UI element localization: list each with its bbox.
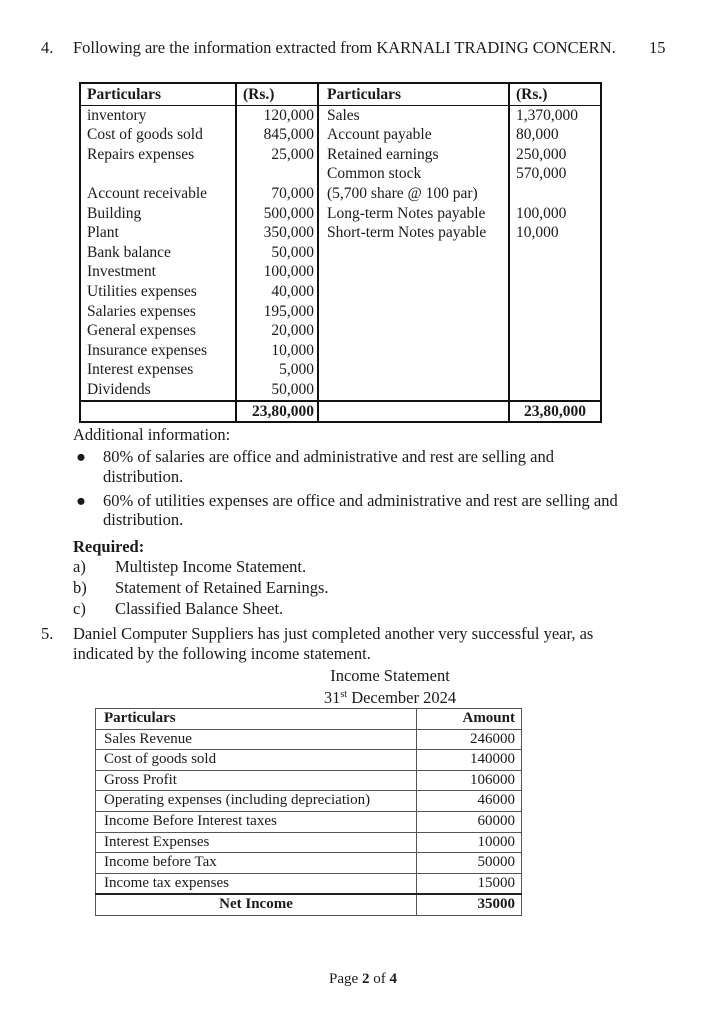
left-amount: 5,000 [236, 360, 318, 380]
trial-balance-row [80, 204, 601, 224]
header-particulars: Particulars [96, 709, 417, 730]
row-particular: Income tax expenses [96, 873, 417, 894]
right-amount [509, 282, 601, 302]
trial-balance-total-row [80, 401, 601, 423]
left-amount: 40,000 [236, 282, 318, 302]
trial-balance-row [80, 164, 601, 184]
trial-balance-table [79, 82, 602, 423]
row-particular: Operating expenses (including depreciation) [96, 791, 417, 812]
right-particular [318, 380, 509, 401]
right-amount: 10,000 [516, 224, 559, 242]
required-item [73, 578, 329, 599]
left-particular: Plant [80, 223, 236, 243]
question-5-text: Daniel Computer Suppliers has just completed another very successful year, as indicated by the following income statement. [73, 624, 594, 663]
left-amount: 25,000 [236, 145, 318, 165]
required-item-text: Classified Balance Sheet. [115, 599, 284, 618]
left-amount: 845,000 [236, 125, 318, 145]
right-particular: Common stock [318, 164, 509, 184]
trial-balance-row [80, 262, 601, 282]
row-amount: 10000 [417, 832, 522, 853]
required-label: Required: [73, 537, 145, 556]
trial-balance-row [80, 341, 601, 361]
left-amount: 100,000 [236, 262, 318, 282]
left-particular: Salaries expenses [80, 302, 236, 322]
right-particular: (5,700 share @ 100 par) [318, 184, 509, 204]
required-item [73, 557, 329, 578]
additional-info-list [73, 447, 633, 534]
right-particular: Short-term Notes payable [318, 223, 509, 243]
right-particular [318, 341, 509, 361]
right-particular: Sales [318, 105, 509, 125]
right-amount [509, 341, 601, 361]
right-particular: Account payable [318, 125, 509, 145]
trial-balance-row [80, 360, 601, 380]
right-amount [509, 262, 601, 282]
right-particular: Retained earnings [318, 145, 509, 165]
of-word: of [373, 971, 386, 987]
right-amount [509, 302, 601, 322]
right-particular [318, 360, 509, 380]
income-statement-row [96, 873, 522, 894]
trial-balance-row [80, 302, 601, 322]
page-word: Page [329, 971, 359, 987]
trial-balance-body [80, 105, 601, 400]
row-particular: Sales Revenue [96, 729, 417, 750]
trial-balance-row [80, 125, 601, 145]
additional-info-text: 80% of salaries are office and administrative and rest are selling and distribution. [103, 447, 554, 486]
row-amount: 140000 [417, 750, 522, 771]
left-amount: 20,000 [236, 321, 318, 341]
right-amount: 250,000 [516, 145, 567, 163]
total-blank-left [80, 401, 236, 423]
left-particular: Cost of goods sold [80, 125, 236, 145]
right-particular: Long-term Notes payable [318, 204, 509, 224]
row-amount: 60000 [417, 811, 522, 832]
question-4-marks: 15 [649, 38, 666, 57]
income-statement-row [96, 729, 522, 750]
right-amount: 570,000 [516, 165, 567, 183]
net-income-amount: 35000 [417, 894, 522, 915]
net-income-label: Net Income [96, 894, 417, 915]
trial-balance-row [80, 184, 601, 204]
right-particular [318, 262, 509, 282]
left-amount [236, 164, 318, 184]
left-particular: Account receivable [80, 184, 236, 204]
left-particular [80, 164, 236, 184]
left-particular: inventory [80, 105, 236, 125]
header-amount-left: (Rs.) [236, 83, 318, 105]
income-statement-title: Income Statement [330, 666, 450, 685]
trial-balance-row [80, 380, 601, 401]
header-particulars-left: Particulars [80, 83, 236, 105]
left-amount: 195,000 [236, 302, 318, 322]
left-amount: 500,000 [236, 204, 318, 224]
additional-info-label: Additional information: [73, 425, 231, 444]
trial-balance-row [80, 145, 601, 165]
total-right-amount: 23,80,000 [509, 401, 601, 423]
header-amount: Amount [417, 709, 522, 730]
left-particular: Investment [80, 262, 236, 282]
left-amount: 50,000 [236, 380, 318, 401]
net-income-row [96, 894, 522, 915]
required-item-text: Statement of Retained Earnings. [115, 578, 329, 597]
trial-balance-header-row [80, 83, 601, 105]
required-item-text: Multistep Income Statement. [115, 557, 307, 576]
row-amount: 15000 [417, 873, 522, 894]
left-amount: 350,000 [236, 223, 318, 243]
right-amount [509, 380, 601, 401]
row-particular: Income before Tax [96, 853, 417, 874]
date-day: 31 [323, 688, 341, 707]
header-amount-right: (Rs.) [509, 83, 601, 105]
required-item-letter: c) [73, 599, 86, 618]
income-statement-body [96, 729, 522, 894]
income-statement-row [96, 853, 522, 874]
required-item-letter: b) [73, 578, 87, 597]
trial-balance-row [80, 282, 601, 302]
income-statement-row [96, 750, 522, 771]
question-5-number: 5. [41, 624, 54, 643]
right-particular [318, 243, 509, 263]
income-statement-row [96, 811, 522, 832]
right-amount: 100,000 [516, 204, 567, 222]
income-statement-table [95, 708, 522, 916]
left-particular: Building [80, 204, 236, 224]
row-amount: 246000 [417, 729, 522, 750]
current-page: 2 [361, 971, 370, 987]
income-statement-date [0, 688, 724, 708]
required-item [73, 599, 329, 620]
row-particular: Cost of goods sold [96, 750, 417, 771]
additional-info-item [73, 491, 633, 531]
right-amount: 1,370,000 [516, 106, 578, 124]
total-blank-right [318, 401, 509, 423]
row-amount: 46000 [417, 791, 522, 812]
left-particular: Repairs expenses [80, 145, 236, 165]
date-rest: December 2024 [347, 688, 457, 707]
right-amount [509, 184, 601, 204]
total-left-amount: 23,80,000 [236, 401, 318, 423]
date-suffix: st [340, 689, 348, 700]
left-amount: 70,000 [236, 184, 318, 204]
left-amount: 120,000 [236, 105, 318, 125]
left-particular: General expenses [80, 321, 236, 341]
trial-balance-row [80, 243, 601, 263]
income-statement-row [96, 791, 522, 812]
trial-balance-row [80, 105, 601, 125]
right-particular [318, 321, 509, 341]
right-amount [509, 321, 601, 341]
required-item-letter: a) [73, 557, 86, 576]
question-4-text: Following are the information extracted from KARNALI TRADING CONCERN. [73, 38, 616, 57]
page-footer [0, 970, 724, 990]
trial-balance-row [80, 321, 601, 341]
left-amount: 10,000 [236, 341, 318, 361]
right-particular [318, 282, 509, 302]
right-amount [509, 360, 601, 380]
row-amount: 50000 [417, 853, 522, 874]
bullet-icon: ● [76, 490, 86, 510]
right-amount [509, 243, 601, 263]
trial-balance-row [80, 223, 601, 243]
additional-info-text: 60% of utilities expenses are office and administrative and rest are selling and distribution. [103, 490, 618, 530]
income-statement-row [96, 770, 522, 791]
required-list [73, 557, 329, 620]
bullet-icon: ● [76, 447, 86, 466]
additional-info-item [73, 447, 633, 487]
header-particulars-right: Particulars [318, 83, 509, 105]
left-particular: Utilities expenses [80, 282, 236, 302]
right-particular [318, 302, 509, 322]
left-particular: Interest expenses [80, 360, 236, 380]
row-particular: Interest Expenses [96, 832, 417, 853]
left-particular: Bank balance [80, 243, 236, 263]
row-particular: Income Before Interest taxes [96, 811, 417, 832]
income-statement-row [96, 832, 522, 853]
row-amount: 106000 [417, 770, 522, 791]
right-amount: 80,000 [516, 126, 559, 144]
total-pages: 4 [389, 971, 397, 987]
left-particular: Insurance expenses [80, 341, 236, 361]
income-statement-header-row [96, 709, 522, 730]
row-particular: Gross Profit [96, 770, 417, 791]
question-4-number: 4. [41, 38, 54, 57]
left-particular: Dividends [80, 380, 236, 401]
left-amount: 50,000 [236, 243, 318, 263]
